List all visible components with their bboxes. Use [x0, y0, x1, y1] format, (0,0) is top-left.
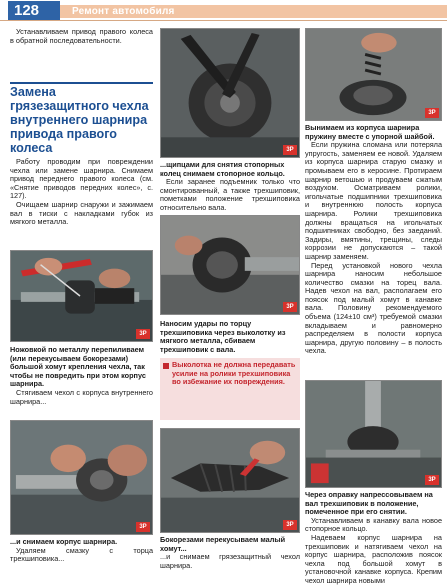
body-text: Если пружина сломана или потеряла упругость, заменяем ее новой. Удаляем из корпуса шарнира старую смазку и промываем его в керосине. Протираем шарнир ветошью и продуваем сжатым воздухом. Осматриваем ролики, игольчатые подшипники трехшиповика и внутреннюю полость корпуса шарнира. Ролики трехшиповика должны вращаться на игольчатых подшипниках свободно, без заеданий. Задиры, вмятины, трещины, следы коррозии не допускаются – такой шарнир заменяем. [305, 140, 442, 261]
body-text: Работу проводим при повреждении чехла или замене шарнира. Снимаем привод переднего правого колеса (см. «Снятие приводов передних колес», с. 127). [10, 157, 153, 201]
photo-hacksaw [10, 250, 153, 342]
body-text: Удаляем смазку с торца трехшиповика... [10, 545, 153, 564]
body-text: Очищаем шарнир снаружи и зажимаем вал в тиски с накладками губок из мягкого металла. [10, 199, 153, 227]
column-1-bottom [10, 538, 153, 564]
warning-marker-icon [163, 363, 169, 369]
photo-press [305, 380, 442, 488]
column-2-bottom [160, 536, 300, 570]
column-2-top [160, 161, 300, 213]
zr-badge: 3P [283, 302, 297, 312]
body-text: Устанавливаем в канавку вала новое стопорное кольцо. [305, 515, 442, 534]
column-1 [10, 28, 153, 45]
photo-caption: ...щипцами для снятия стопорных колец снимаем стопорное кольцо. [160, 160, 285, 178]
photo-spring [305, 28, 442, 121]
warning-text: Выколотка не должна передавать усилие на ролики трехшиповика во избежание их повреждения. [172, 360, 296, 387]
photo-caption: Через оправку напрессовываем на вал трехшиповик в положение, помеченное при его снятии. [305, 490, 433, 517]
body-text: Стягиваем чехол с корпуса внутреннего шарнира... [10, 387, 153, 406]
photo-caption: ...и снимаем корпус шарнира. [10, 537, 118, 546]
photo-caption: Наносим удары по торцу трехшиповика через выколотку из мягкого металла, сбиваем трехшиповик с вала. [160, 319, 286, 354]
body-text: ...и снимаем грязезащитный чехол шарнира. [160, 552, 300, 570]
section-heading: Замена грязезащитного чехла внутреннего шарнира привода правого колеса [10, 85, 149, 155]
photo-cutters [160, 428, 300, 533]
zr-badge: 3P [283, 520, 297, 530]
column-3-bottom [305, 491, 442, 586]
body-text: Если заранее подъемник только что смонтированный, а также трехшиповик, пометками положение трехшиповика относительно вала. [160, 177, 300, 212]
column-3-top [305, 124, 442, 356]
zr-badge: 3P [425, 475, 439, 485]
body-text: Перед установкой нового чехла шарнира наносим небольшое количество смазки на торец вала. Надев чехол на вал, располагаем его поясок под малый хомут в канавке вала. Половину рекомендуемого объема (124±10 см³) требуемой смазки вкладываем и равномерно распределяем в полости корпуса шарнира, другую половину – в полость чехла. [305, 260, 442, 356]
photo-caption: Бокорезами перекусываем малый хомут... [160, 535, 286, 553]
intro-text: Устанавливаем привод правого колеса в обратной последовательности. [10, 27, 153, 45]
title-rule [10, 82, 153, 84]
zr-badge: 3P [136, 522, 150, 532]
zr-badge: 3P [136, 329, 150, 339]
photo-tripod [160, 215, 300, 315]
warning-box [160, 358, 300, 420]
photo-caption: Вынимаем из корпуса шарнира пружину вместе с упорной шайбой. [305, 123, 435, 141]
body-text: Надеваем корпус шарнира на трехшиповик и натягиваем чехол на корпус шарнира, расположив поясок чехла под большой хомут в установочной канавке корпуса. Крепим чехол шарнира новыми [305, 532, 442, 585]
zr-badge: 3P [283, 145, 297, 155]
column-1-caption [10, 346, 153, 406]
page-header [0, 0, 447, 21]
photo-housing [10, 420, 153, 535]
column-2-mid [160, 320, 300, 354]
photo-pliers [160, 28, 300, 158]
page-number: 128 [8, 1, 60, 20]
zr-badge: 3P [425, 108, 439, 118]
column-1-body [10, 158, 153, 227]
section-title-header: Ремонт автомобиля [72, 6, 175, 17]
header-rule [0, 20, 447, 21]
photo-caption: Ножовкой по металлу перепиливаем (или перекусываем бокорезами) большой хомут крепления чехла, так чтобы не повредить при этом корпус шарнира. [10, 345, 146, 389]
